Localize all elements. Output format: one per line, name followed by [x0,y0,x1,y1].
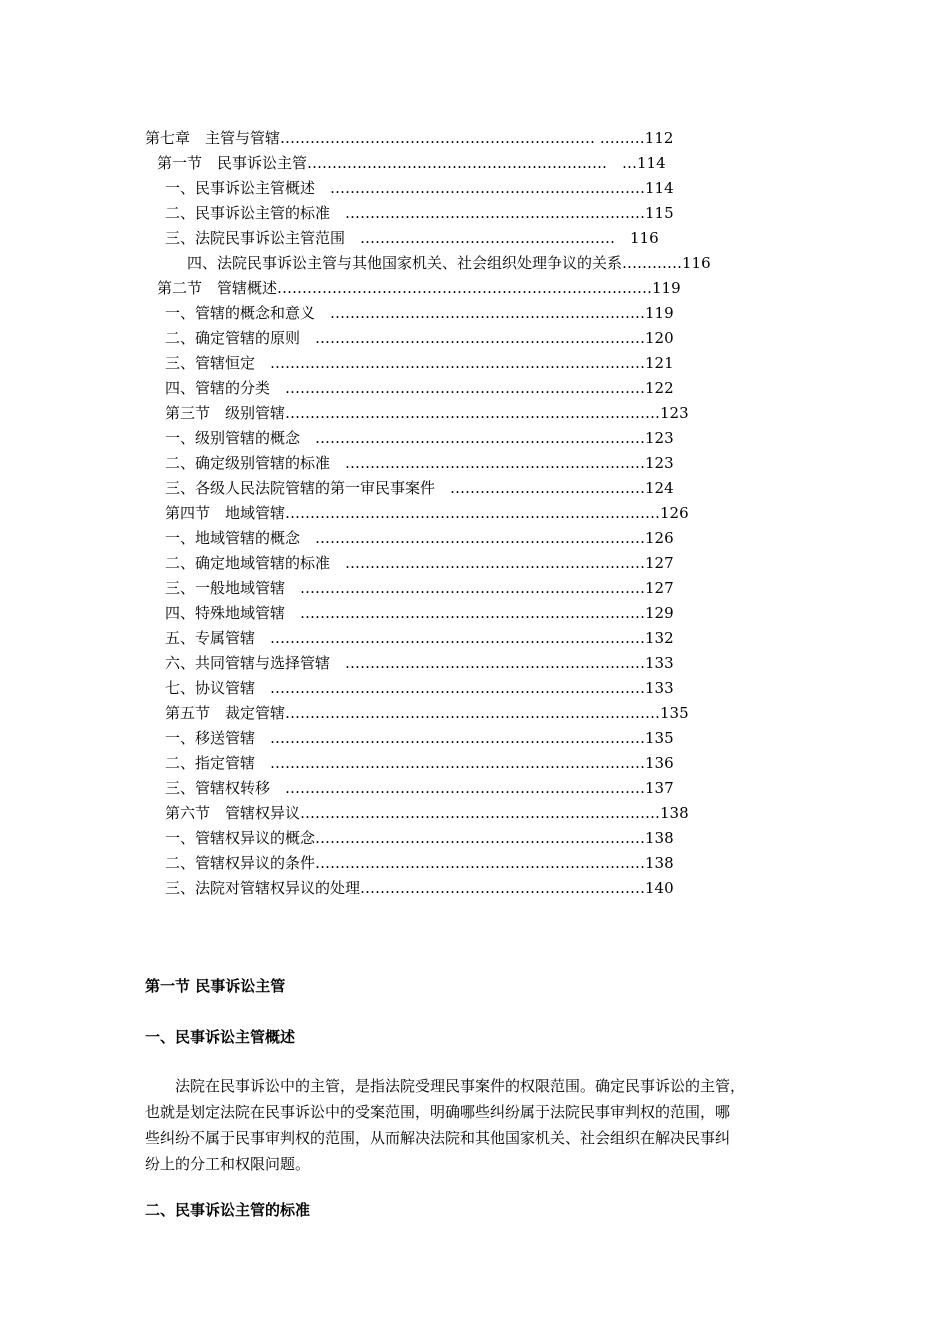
toc-entry: 四、管辖的分类 ………………………………………………………………122 [165,379,674,397]
toc-entry: 二、确定级别管辖的标准 ……………………………………………………123 [165,454,674,472]
toc-entry: 第七章 主管与管辖……………………………………………………… ………112 [145,129,674,147]
toc-entry: 一、管辖权异议的概念…………………………………………………………138 [165,829,674,847]
toc-entry: 二、民事诉讼主管的标准 ……………………………………………………115 [165,204,674,222]
paragraph-line: 也就是划定法院在民事诉讼中的受案范围，明确哪些纠纷属于法院民事审判权的范围，哪 [145,1103,731,1121]
toc-entry: 第五节 裁定管辖…………………………………………………………………135 [165,704,689,722]
toc-entry: 第二节 管辖概述…………………………………………………………………119 [157,279,681,297]
paragraph-line: 法院在民事诉讼中的主管，是指法院受理民事案件的权限范围。确定民事诉讼的主管， [175,1077,746,1095]
toc-entry: 三、一般地域管辖 ……………………………………………………………127 [165,579,674,597]
toc-entry: 二、指定管辖 …………………………………………………………………136 [165,754,674,772]
toc-entry: 六、共同管辖与选择管辖 ……………………………………………………133 [165,654,674,672]
toc-entry: 四、特殊地域管辖 ……………………………………………………………129 [165,604,674,622]
toc-entry: 第一节 民事诉讼主管…………………………………………………… …114 [157,154,666,172]
section-heading: 第一节 民事诉讼主管 [145,977,286,995]
toc-entry: 一、民事诉讼主管概述 ………………………………………………………114 [165,179,674,197]
toc-entry: 一、地域管辖的概念 …………………………………………………………126 [165,529,674,547]
toc-entry: 七、协议管辖 …………………………………………………………………133 [165,679,674,697]
toc-entry: 五、专属管辖 …………………………………………………………………132 [165,629,674,647]
subsection-heading: 二、民事诉讼主管的标准 [145,1201,311,1219]
body-paragraph [145,1073,815,1177]
toc-entry: 一、移送管辖 …………………………………………………………………135 [165,729,674,747]
toc-entry: 三、各级人民法院管辖的第一审民事案件 …………………………………124 [165,479,674,497]
paragraph-line: 些纠纷不属于民事审判权的范围，从而解决法院和其他国家机关、社会组织在解决民事纠 [145,1129,731,1147]
subsection-heading: 一、民事诉讼主管概述 [145,1028,296,1046]
toc-entry: 二、确定管辖的原则 …………………………………………………………120 [165,329,674,347]
toc-entry: 三、管辖权转移 ………………………………………………………………137 [165,779,674,797]
toc-entry: 二、管辖权异议的条件…………………………………………………………138 [165,854,674,872]
paragraph-line: 纷上的分工和权限问题。 [145,1155,311,1173]
toc-entry: 第三节 级别管辖…………………………………………………………………123 [165,404,689,422]
toc-entry: 第六节 管辖权异议………………………………………………………………138 [165,804,689,822]
toc-entry: 一、管辖的概念和意义 ………………………………………………………119 [165,304,674,322]
toc-entry: 三、法院民事诉讼主管范围 …………………………………………… 116 [165,229,659,247]
toc-entry: 一、级别管辖的概念 …………………………………………………………123 [165,429,674,447]
toc-entry: 第四节 地域管辖…………………………………………………………………126 [165,504,689,522]
toc-entry: 三、法院对管辖权异议的处理…………………………………………………140 [165,879,674,897]
toc-entry: 四、法院民事诉讼主管与其他国家机关、社会组织处理争议的关系…………116 [187,254,711,272]
toc-entry: 二、确定地域管辖的标准 ……………………………………………………127 [165,554,674,572]
toc-entry: 三、管辖恒定 …………………………………………………………………121 [165,354,674,372]
